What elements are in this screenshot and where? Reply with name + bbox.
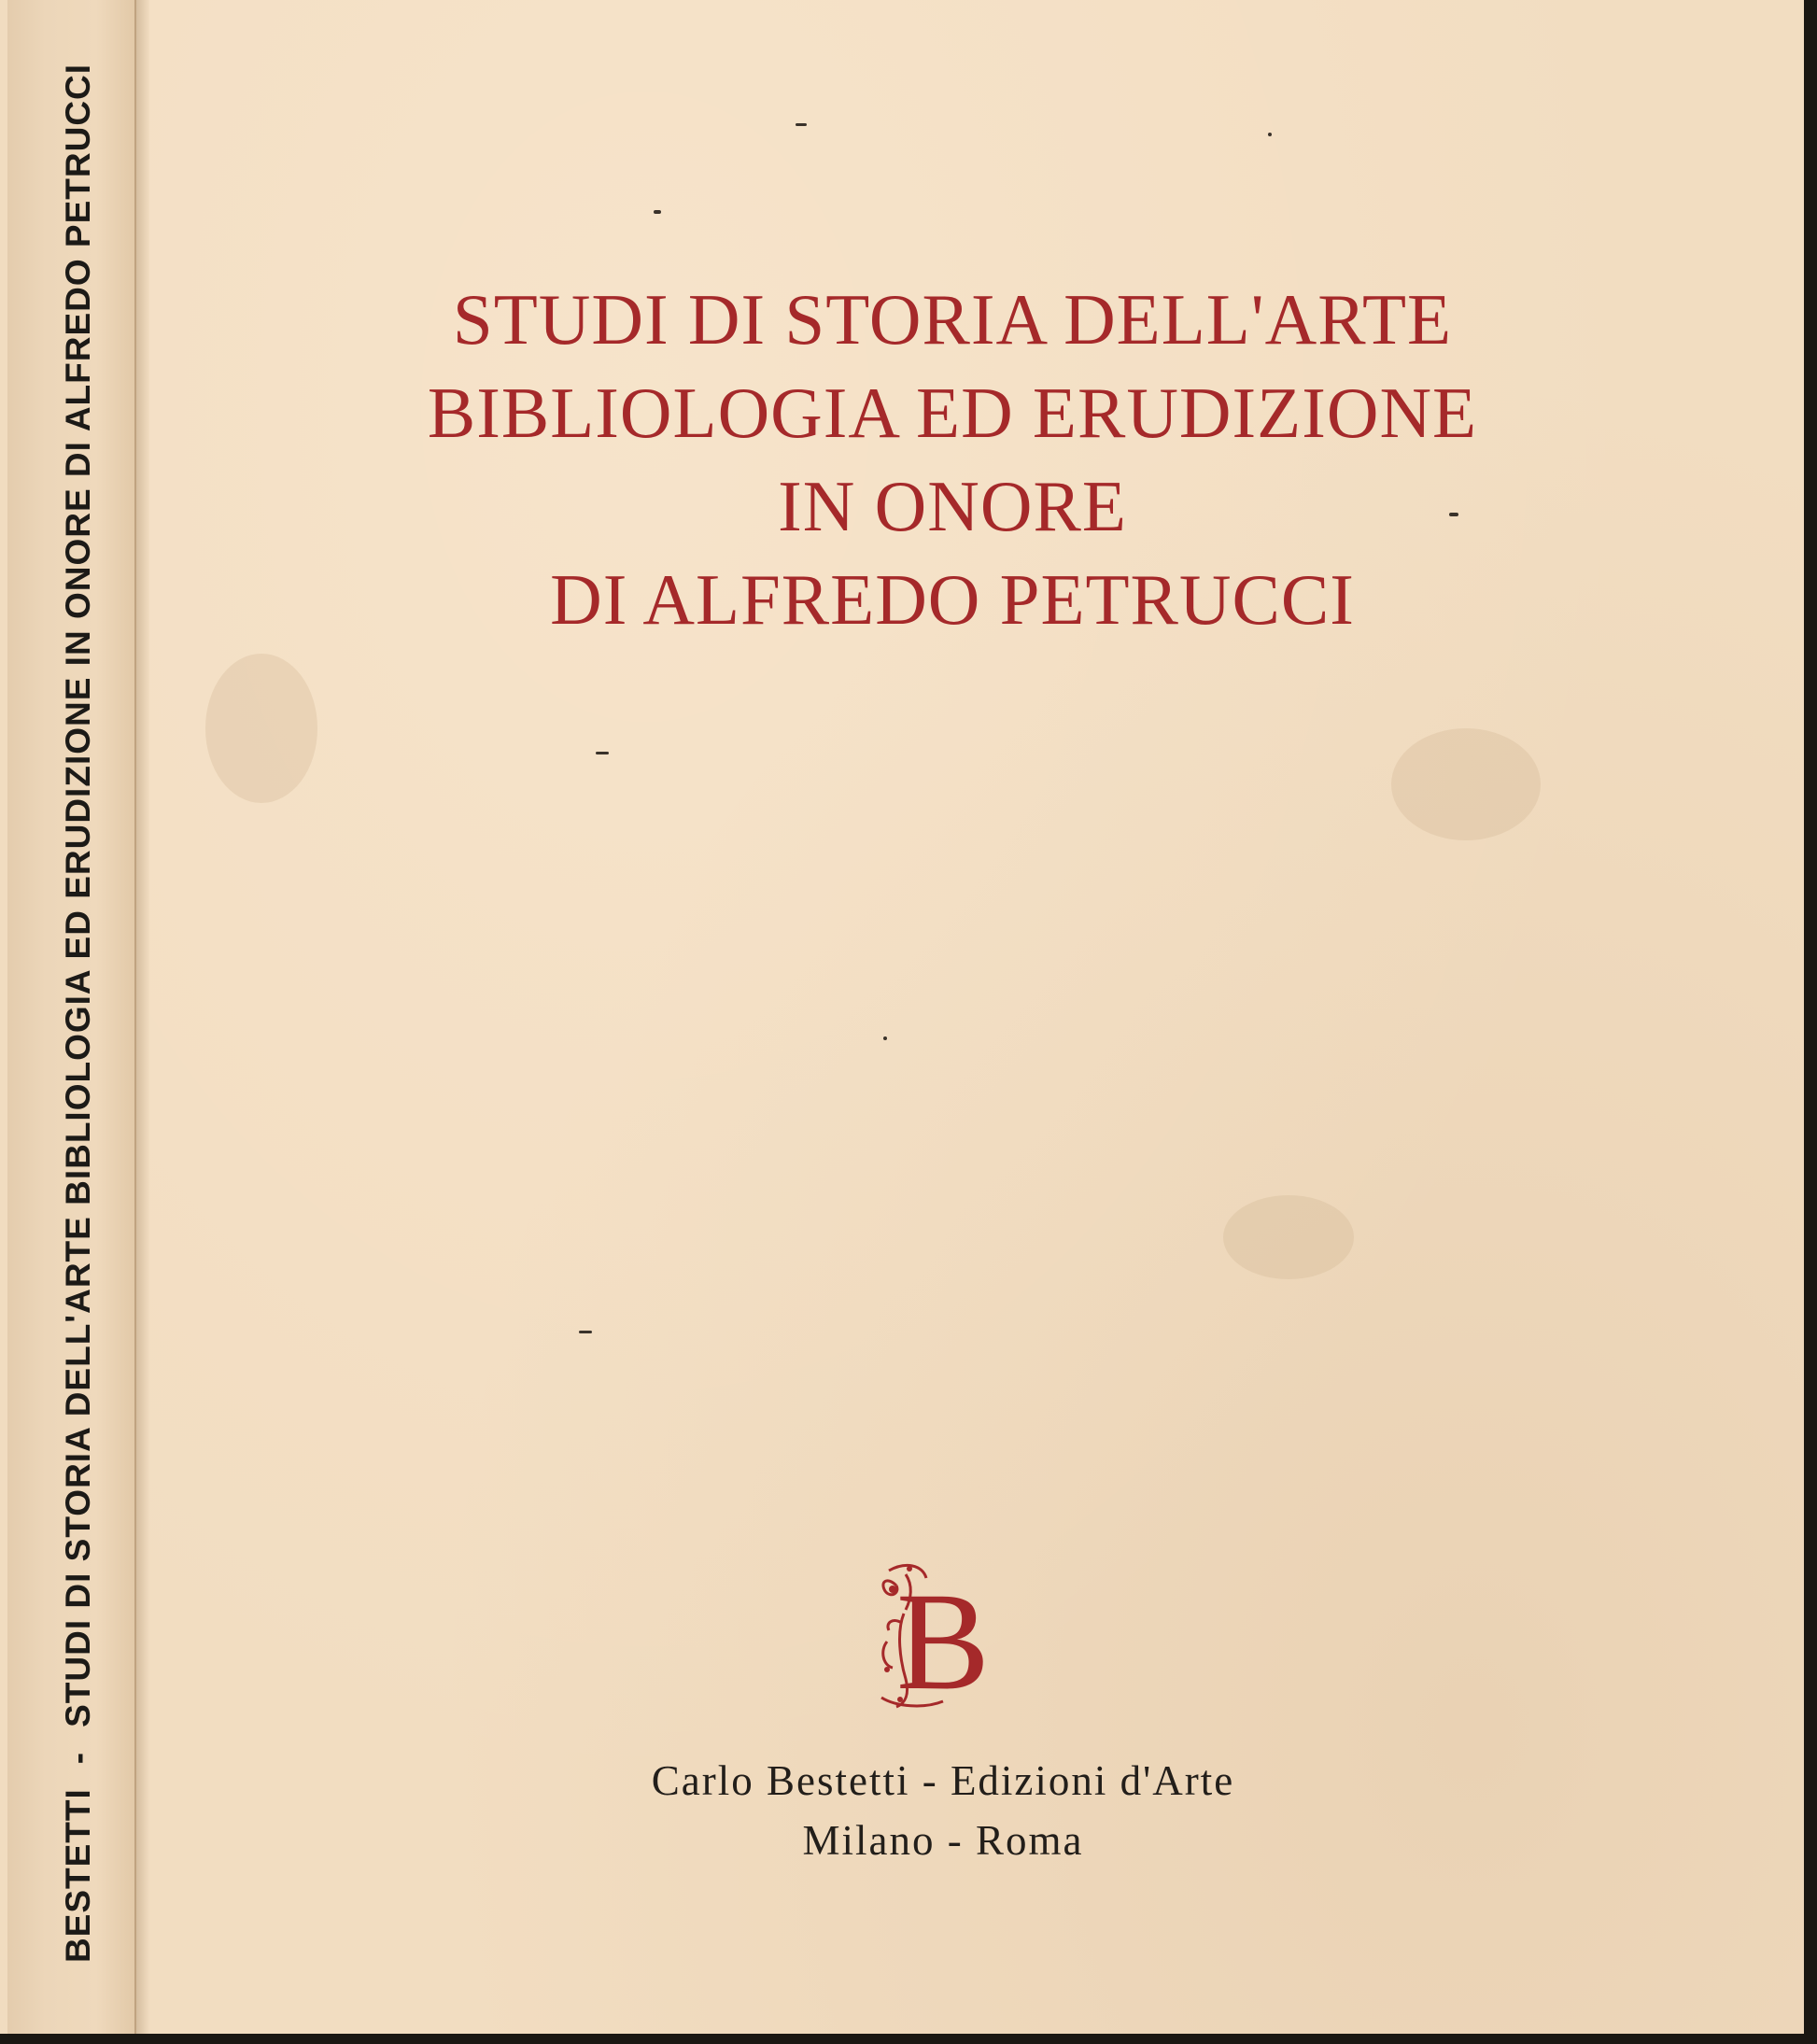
paper-speck [883, 1036, 887, 1040]
publisher-name: Carlo Bestetti - Edizioni d'Arte [651, 1757, 1235, 1804]
paper-speck [796, 123, 807, 126]
paper-stain [205, 654, 317, 803]
spine-title: STUDI DI STORIA DELL'ARTE BIBLIOLOGIA ED ERUDIZIONE IN ONORE DI ALFREDO PETRUCCI [59, 63, 97, 1727]
paper-stain [1223, 1195, 1354, 1279]
cover-title-line: DI ALFREDO PETRUCCI [550, 559, 1355, 640]
logo-letter: B [895, 1564, 991, 1716]
spine-text [59, 63, 98, 1963]
paper-stain [1391, 728, 1541, 840]
paper-speck [1268, 133, 1272, 136]
cover-title-line: IN ONORE [778, 466, 1127, 546]
publisher-logo [868, 1558, 999, 1716]
paper-speck [579, 1331, 592, 1333]
spine-shadow [134, 0, 149, 2034]
spine-publisher: BESTETTI [59, 1788, 97, 1964]
book-spine [7, 0, 136, 2034]
paper-speck [654, 210, 661, 214]
cover-title-line: STUDI DI STORIA DELL'ARTE [452, 279, 1453, 359]
cover-title-line: BIBLIOLOGIA ED ERUDIZIONE [427, 373, 1478, 453]
spine-separator: - [59, 1751, 97, 1765]
front-cover [149, 0, 1804, 2034]
cover-title [149, 273, 1755, 646]
publisher-imprint [149, 1751, 1737, 1870]
paper-speck [596, 752, 609, 754]
publisher-cities: Milano - Roma [802, 1817, 1084, 1864]
